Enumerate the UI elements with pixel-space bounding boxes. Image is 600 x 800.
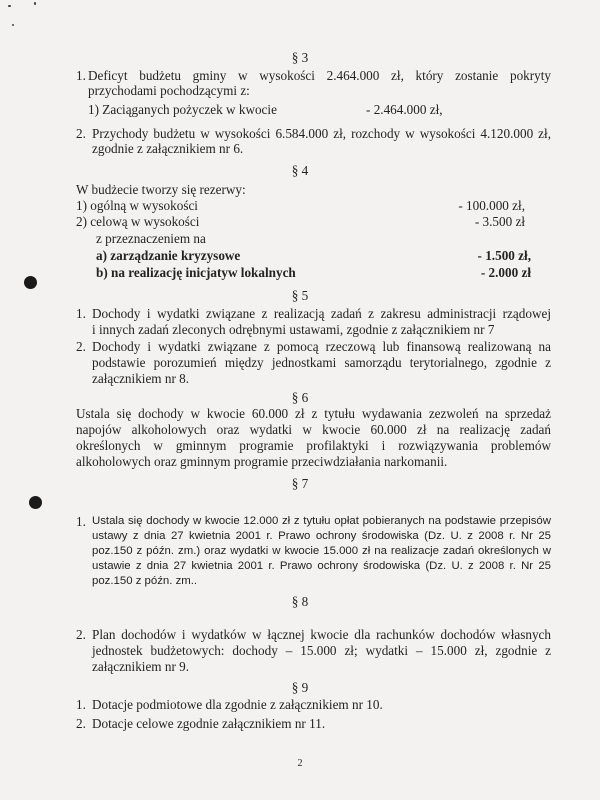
s7-line4: ustawie z dnia 27 kwietnia 2001 r. Prawo ochrony środowiska (Dz. U. z 2008 r. Nr 25 — [92, 560, 551, 572]
s3-sub1-amount: - 2.464.000 zł, — [366, 102, 443, 117]
list-number: 1. — [76, 68, 86, 83]
s7-line5: poz.150 z późn. zm.. — [92, 575, 198, 587]
s3-p2-line1: Przychody budżetu w wysokości 6.584.000 zł, rozchody w wysokości 4.120.000 zł, — [92, 126, 551, 141]
s4-purpose-label: z przeznaczeniem na — [96, 231, 206, 246]
section-5-heading: § 5 — [291, 288, 309, 303]
s5-p1-line2: i innych zadań zleconych odrębnymi ustawami, zgodnie z załącznikiem nr 7 — [92, 322, 495, 337]
s6-line4: alkoholowych oraz gminnym programie przeciwdziałania narkomanii. — [76, 454, 448, 469]
list-number: 1. — [76, 514, 86, 529]
scan-speck — [34, 2, 36, 5]
list-number: 2. — [76, 126, 86, 141]
section-4-heading: § 4 — [291, 163, 309, 178]
section-8-heading: § 8 — [291, 594, 309, 609]
list-number: 2. — [76, 627, 86, 642]
section-7-heading: § 7 — [291, 476, 309, 491]
section-9-heading: § 9 — [291, 680, 309, 695]
section-6-heading: § 6 — [291, 390, 309, 405]
s7-line3: poz.150 z późn. zm.) oraz wydatki w kwocie 15.000 zł na realizacje zadań określonych w — [92, 545, 551, 557]
s4-item2-amount: - 3.500 zł — [474, 214, 525, 229]
s4-purpose-b-label: b) na realizację inicjatyw lokalnych — [96, 265, 296, 280]
s5-p2-line3: załącznikiem nr 8. — [92, 371, 190, 386]
list-number: 1. — [76, 697, 86, 712]
s4-item1-amount: - 100.000 zł, — [458, 198, 525, 213]
s8-line3: załącznikiem nr 9. — [92, 659, 190, 674]
s3-p2-line2: zgodnie z załącznikiem nr 6. — [92, 141, 244, 156]
s4-item2-label: 2) celową w wysokości — [76, 214, 200, 229]
s9-line1: Dotacje podmiotowe dla zgodnie z załącznikiem nr 10. — [92, 697, 383, 712]
scan-speck — [12, 24, 14, 26]
s8-line1: Plan dochodów i wydatków w łącznej kwocie dla rachunków dochodów własnych — [92, 627, 551, 642]
s8-line2: jednostek budżetowych: dochody – 15.000 zł; wydatki – 15.000 zł, zgodnie z — [92, 643, 551, 658]
s3-p1-line1: Deficyt budżetu gminy w wysokości 2.464.000 zł, który zostanie pokryty — [88, 68, 551, 83]
list-number: 2. — [76, 716, 86, 731]
s6-line2: napojów alkoholowych oraz wydatki w kwocie 60.000 zł na realizację zadań — [76, 422, 551, 437]
s4-purpose-b-amount: - 2.000 zł — [480, 265, 531, 280]
s3-sub1-label: 1) Zaciąganych pożyczek w kwocie — [88, 102, 277, 117]
s4-purpose-a-label: a) zarządzanie kryzysowe — [96, 248, 241, 263]
s4-item1-label: 1) ogólną w wysokości — [76, 198, 198, 213]
s9-line2: Dotacje celowe zgodnie załącznikiem nr 11. — [92, 716, 326, 731]
list-number: 1. — [76, 306, 86, 321]
s5-p2-line1: Dochody i wydatki związane z pomocą rzeczową lub finansową realizowaną na — [92, 339, 551, 354]
section-3-heading: § 3 — [291, 50, 309, 65]
s6-line3: określonych w gminnym programie profilaktyki i rozwiązywania problemów — [76, 438, 551, 453]
s5-p1-line1: Dochody i wydatki związane z realizacją zadań z zakresu administracji rządowej — [92, 306, 551, 321]
punch-hole-bottom — [29, 496, 42, 509]
page-number: 2 — [297, 758, 303, 769]
s4-purpose-a-amount: - 1.500 zł, — [477, 248, 531, 263]
s4-intro: W budżecie tworzy się rezerwy: — [76, 182, 246, 197]
list-number: 2. — [76, 339, 86, 354]
s3-p1-line2: przychodami pochodzącymi z: — [88, 83, 250, 98]
s5-p2-line2: podstawie porozumień między jednostkami samorządu terytorialnego, zgodnie z — [92, 355, 551, 370]
s6-line1: Ustala się dochody w kwocie 60.000 zł z tytułu wydawania zezwoleń na sprzedaż — [76, 406, 551, 421]
s7-line1: Ustala się dochody w kwocie 12.000 zł z tytułu opłat pobieranych na podstawie przepisów — [92, 515, 551, 527]
s7-line2: ustawy z dnia 27 kwietnia 2001 r. Prawo ochrony środowiska (Dz. U. z 2008 r. Nr 25 — [92, 530, 551, 542]
scan-speck — [8, 5, 11, 7]
